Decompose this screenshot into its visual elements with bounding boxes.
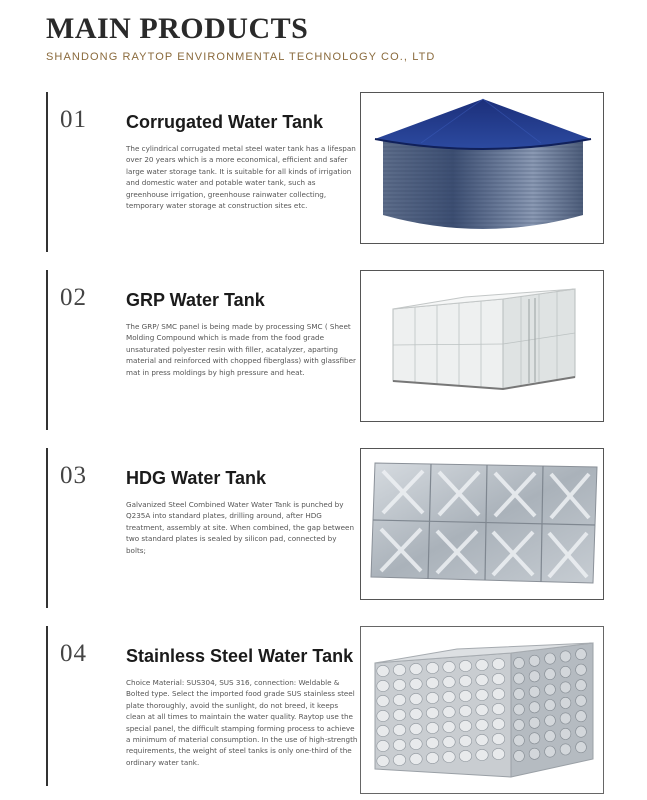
product-section-hdg — [46, 448, 606, 608]
section-divider — [46, 92, 48, 252]
hdg-tank-photo — [360, 448, 604, 600]
section-divider — [46, 626, 48, 786]
product-name: Corrugated Water Tank — [126, 112, 324, 132]
product-name: HDG Water Tank — [126, 468, 267, 488]
product-description: The cylindrical corrugated metal steel water tank has a lifespan over 20 years which is a more economical, efficient and safer large water storage tank. It is suitable for all kinds of irrigation and domestic water and potable water tank, such as greenhouse irrigation, greenhouse rainwater collecting, temporary water storage at construction sites etc. — [126, 144, 356, 211]
product-number: 01 — [60, 106, 87, 133]
product-section-grp — [46, 270, 606, 430]
product-name: GRP Water Tank — [126, 290, 265, 310]
product-number: 03 — [60, 462, 87, 489]
product-name: Stainless Steel Water Tank — [126, 646, 354, 666]
stainless-tank-photo — [360, 626, 604, 794]
product-section-stainless — [46, 626, 606, 786]
product-number: 02 — [60, 284, 87, 311]
section-divider — [46, 270, 48, 430]
page-title: MAIN PRODUCTS — [46, 12, 309, 45]
product-description: The GRP/ SMC panel is being made by processing SMC ( Sheet Molding Compound which is made from the food grade unsaturated polyester resin with filler, acatalyzer, aparting material and reinforced with chopped fiberglass) with glassfiber mat in press moldings by high pressure and heat. — [126, 322, 356, 377]
grp-tank-photo — [360, 270, 604, 422]
corrugated-tank-photo — [360, 92, 604, 244]
product-section-corrugated — [46, 92, 606, 252]
product-description: Choice Material: SUS304, SUS 316, connection: Weldable & Bolted type. Select the imported food grade SUS stainless steel plate thoroughly, avoid the sunlight, do not breed, it keeps clean at all times to maintain the water quality. Raytop use the special panel, the difficult stamping forming process to achieve a minimum of material consumption. In the use of high-strength requirements, the weight of steel tanks is only one-third of the ordinary water tank. — [126, 678, 358, 767]
section-divider — [46, 448, 48, 608]
product-description: Galvanized Steel Combined Water Water Tank is punched by Q235A into standard plates, drilling around, after HDG treatment, assembly at site. When combined, the gap between two standard plates is sealed by silicon pad, connected by bolts; — [126, 500, 355, 555]
product-number: 04 — [60, 640, 87, 667]
company-name: SHANDONG RAYTOP ENVIRONMENTAL TECHNOLOGY CO., LTD — [46, 51, 436, 63]
